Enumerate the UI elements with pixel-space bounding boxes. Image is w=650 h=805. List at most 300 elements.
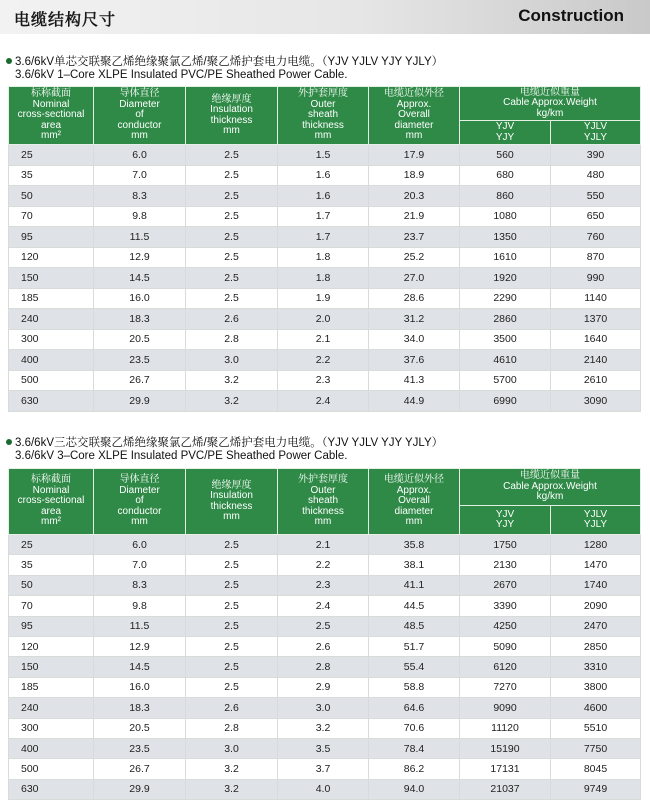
col-header-insulation-en: thickness [210, 500, 253, 512]
cell-conductor-diameter: 8.3 [94, 575, 186, 595]
cell-weight-cu: 2860 [460, 309, 551, 330]
col-header-conductor-en: mm [131, 130, 148, 142]
cell-weight-al: 3090 [551, 391, 641, 412]
cell-sheath-thickness: 1.6 [278, 165, 369, 186]
table-row [9, 616, 641, 636]
cell-weight-cu: 2670 [460, 575, 551, 595]
col-header-insulation-cn: 绝缘厚度 [211, 479, 252, 491]
col-header-sheath [278, 87, 369, 145]
cell-insulation-thickness: 3.2 [186, 779, 278, 799]
cell-weight-al: 1280 [551, 535, 641, 555]
cell-area: 300 [9, 329, 94, 350]
cell-weight-al: 2470 [551, 616, 641, 636]
cell-overall-diameter: 48.5 [369, 616, 460, 636]
cell-weight-cu: 6990 [460, 391, 551, 412]
cell-weight-al: 4600 [551, 698, 641, 718]
col-header-conductor-en: conductor [117, 119, 162, 131]
cell-area: 500 [9, 370, 94, 391]
cell-conductor-diameter: 26.7 [94, 370, 186, 391]
cell-conductor-diameter: 18.3 [94, 309, 186, 330]
cell-area: 500 [9, 759, 94, 779]
cell-area: 150 [9, 657, 94, 677]
table-row [9, 247, 641, 268]
col-header-insulation [186, 469, 278, 535]
cell-insulation-thickness: 2.5 [186, 268, 278, 289]
cell-area: 70 [9, 596, 94, 616]
cell-weight-al: 5510 [551, 718, 641, 738]
table-row [9, 535, 641, 555]
col-header-weight-sub-label: YJLV [583, 508, 608, 520]
cell-weight-cu: 4610 [460, 350, 551, 371]
cell-insulation-thickness: 2.5 [186, 636, 278, 656]
cell-weight-al: 9749 [551, 779, 641, 799]
col-header-area-en: cross-sectional [17, 109, 85, 121]
table-row [9, 288, 641, 309]
col-header-weight [460, 87, 641, 121]
cell-insulation-thickness: 2.8 [186, 329, 278, 350]
cell-weight-cu: 5700 [460, 370, 551, 391]
col-header-weight-en: Cable Approx.Weight [503, 97, 597, 109]
cell-conductor-diameter: 23.5 [94, 350, 186, 371]
col-header-area-cn: 标称截面 [31, 474, 71, 486]
col-header-weight-sub-2 [551, 506, 641, 535]
cell-insulation-thickness: 2.5 [186, 227, 278, 248]
cell-weight-cu: 3500 [460, 329, 551, 350]
col-header-insulation-en: mm [223, 511, 240, 522]
cell-area: 95 [9, 616, 94, 636]
cell-weight-al: 2610 [551, 370, 641, 391]
cell-weight-al: 7750 [551, 738, 641, 758]
cell-conductor-diameter: 7.0 [94, 165, 186, 186]
cell-insulation-thickness: 3.0 [186, 350, 278, 371]
cell-area: 35 [9, 165, 94, 186]
cell-weight-al: 3310 [551, 657, 641, 677]
table-row [9, 186, 641, 207]
cell-insulation-thickness: 3.2 [186, 370, 278, 391]
table-row [9, 555, 641, 575]
cell-weight-cu: 1750 [460, 535, 551, 555]
cell-weight-al: 390 [551, 145, 641, 166]
col-header-conductor-en: mm [131, 516, 148, 528]
col-header-insulation-en: mm [223, 125, 240, 136]
cell-insulation-thickness: 2.6 [186, 698, 278, 718]
table-row [9, 309, 641, 330]
cell-area: 50 [9, 186, 94, 207]
cell-insulation-thickness: 2.5 [186, 288, 278, 309]
cell-insulation-thickness: 2.5 [186, 206, 278, 227]
col-header-overall-en: diameter [394, 505, 434, 517]
col-header-area-en: mm² [41, 516, 61, 528]
col-header-overall-cn: 电缆近似外径 [384, 88, 444, 100]
col-header-overall-cn: 电缆近似外径 [384, 474, 444, 486]
cell-area: 185 [9, 288, 94, 309]
cell-weight-al: 1140 [551, 288, 641, 309]
cell-conductor-diameter: 18.3 [94, 698, 186, 718]
cell-weight-al: 3800 [551, 677, 641, 697]
cell-insulation-thickness: 2.5 [186, 616, 278, 636]
cell-overall-diameter: 70.6 [369, 718, 460, 738]
cell-weight-cu: 1080 [460, 206, 551, 227]
col-header-weight-sub-2 [551, 121, 641, 145]
col-header-weight-en: Cable Approx.Weight [503, 480, 597, 492]
table-row [9, 227, 641, 248]
cell-area: 95 [9, 227, 94, 248]
cell-weight-cu: 7270 [460, 677, 551, 697]
cell-conductor-diameter: 11.5 [94, 616, 186, 636]
cell-sheath-thickness: 2.2 [278, 555, 369, 575]
col-header-overall-en: Overall [398, 109, 430, 121]
col-header-area-cn: 标称截面 [31, 88, 71, 100]
cell-insulation-thickness: 2.5 [186, 165, 278, 186]
col-header-area [9, 87, 94, 145]
col-header-overall-en: mm [405, 516, 423, 528]
cell-insulation-thickness: 2.5 [186, 677, 278, 697]
col-header-sheath-en: mm [314, 130, 332, 142]
col-header-weight-sub-1 [460, 506, 551, 535]
cell-conductor-diameter: 6.0 [94, 535, 186, 555]
table-row [9, 206, 641, 227]
cell-overall-diameter: 64.6 [369, 698, 460, 718]
cell-sheath-thickness: 2.4 [278, 391, 369, 412]
col-header-conductor [94, 87, 186, 145]
section-2-title-en: 3.6/6kV 3–Core XLPE Insulated PVC/PE Sheathed Power Cable. [15, 450, 348, 462]
col-header-weight-sub-label: YJV [495, 121, 515, 132]
cell-area: 400 [9, 350, 94, 371]
section-2-title-cn: 3.6/6kV三芯交联聚乙烯绝缘聚氯乙烯/聚乙烯护套电力电缆。（YJV YJLV YJY YJLY） [15, 437, 444, 449]
cell-insulation-thickness: 3.2 [186, 391, 278, 412]
col-header-conductor-cn: 导体直径 [119, 474, 160, 486]
cell-weight-cu: 5090 [460, 636, 551, 656]
col-header-overall-en: Approx. [396, 484, 432, 496]
cell-conductor-diameter: 14.5 [94, 268, 186, 289]
section-1-title [6, 56, 443, 82]
col-header-conductor-en: Diameter [119, 484, 160, 496]
col-header-weight-sub-label: YJLY [583, 131, 608, 143]
cell-area: 630 [9, 391, 94, 412]
col-header-weight-sub-label: YJV [495, 508, 515, 520]
table-row [9, 596, 641, 616]
cell-sheath-thickness: 1.6 [278, 186, 369, 207]
cell-overall-diameter: 44.5 [369, 596, 460, 616]
cell-weight-al: 2090 [551, 596, 641, 616]
cell-insulation-thickness: 2.5 [186, 596, 278, 616]
cell-conductor-diameter: 23.5 [94, 738, 186, 758]
col-header-sheath [278, 469, 369, 535]
col-header-area-en: Nominal [32, 98, 70, 110]
cell-sheath-thickness: 2.3 [278, 370, 369, 391]
cell-insulation-thickness: 2.5 [186, 535, 278, 555]
col-header-sheath-en: sheath [307, 109, 339, 121]
table-row [9, 145, 641, 166]
cell-weight-al: 550 [551, 186, 641, 207]
cell-overall-diameter: 17.9 [369, 145, 460, 166]
cell-overall-diameter: 38.1 [369, 555, 460, 575]
cell-sheath-thickness: 2.6 [278, 636, 369, 656]
cell-area: 50 [9, 575, 94, 595]
cell-sheath-thickness: 2.3 [278, 575, 369, 595]
page-title-cn: 电缆结构尺寸 [14, 12, 117, 29]
cell-weight-cu: 6120 [460, 657, 551, 677]
col-header-overall [369, 87, 460, 145]
cell-sheath-thickness: 4.0 [278, 779, 369, 799]
cell-area: 300 [9, 718, 94, 738]
cell-weight-cu: 4250 [460, 616, 551, 636]
cell-area: 150 [9, 268, 94, 289]
header-row [9, 469, 641, 506]
col-header-weight-sub-label: YJY [495, 131, 515, 143]
table-row [9, 738, 641, 758]
col-header-sheath-en: thickness [302, 119, 344, 131]
table-row [9, 391, 641, 412]
cell-weight-al: 8045 [551, 759, 641, 779]
cell-conductor-diameter: 14.5 [94, 657, 186, 677]
col-header-conductor-cn: 导体直径 [119, 88, 160, 100]
cell-weight-cu: 1610 [460, 247, 551, 268]
cell-conductor-diameter: 29.9 [94, 779, 186, 799]
cell-overall-diameter: 20.3 [369, 186, 460, 207]
cell-area: 240 [9, 698, 94, 718]
cell-area: 120 [9, 636, 94, 656]
cell-overall-diameter: 94.0 [369, 779, 460, 799]
col-header-insulation-en: thickness [210, 114, 253, 126]
cell-weight-cu: 11120 [460, 718, 551, 738]
col-header-sheath-en: Outer [310, 484, 336, 496]
col-header-weight [460, 469, 641, 506]
col-header-insulation-en: Insulation [210, 104, 253, 115]
cell-conductor-diameter: 12.9 [94, 247, 186, 268]
cell-sheath-thickness: 2.2 [278, 350, 369, 371]
cell-conductor-diameter: 20.5 [94, 329, 186, 350]
col-header-weight-cn: 电缆近似重量 [520, 86, 580, 98]
cell-insulation-thickness: 3.0 [186, 738, 278, 758]
table-row [9, 329, 641, 350]
cell-sheath-thickness: 1.5 [278, 145, 369, 166]
col-header-conductor-en: of [135, 109, 144, 121]
col-header-overall-en: mm [405, 130, 423, 142]
cell-overall-diameter: 21.9 [369, 206, 460, 227]
cell-weight-al: 1740 [551, 575, 641, 595]
cell-area: 630 [9, 779, 94, 799]
cell-area: 240 [9, 309, 94, 330]
cell-insulation-thickness: 2.5 [186, 145, 278, 166]
col-header-area-en: mm² [41, 130, 61, 142]
col-header-weight-sub-label: YJLY [583, 519, 608, 530]
cell-insulation-thickness: 3.2 [186, 759, 278, 779]
cell-weight-cu: 860 [460, 186, 551, 207]
cell-weight-cu: 2290 [460, 288, 551, 309]
cell-overall-diameter: 18.9 [369, 165, 460, 186]
col-header-insulation-cn: 绝缘厚度 [211, 93, 252, 105]
cell-conductor-diameter: 9.8 [94, 596, 186, 616]
bullet-icon [6, 58, 12, 64]
cell-overall-diameter: 35.8 [369, 535, 460, 555]
header-banner [0, 0, 650, 34]
col-header-area-en: area [40, 119, 61, 131]
cell-weight-cu: 21037 [460, 779, 551, 799]
col-header-overall-en: diameter [394, 119, 434, 131]
col-header-area-en: area [40, 505, 61, 517]
cell-sheath-thickness: 2.4 [278, 596, 369, 616]
cell-weight-cu: 3390 [460, 596, 551, 616]
table-row [9, 370, 641, 391]
cell-conductor-diameter: 7.0 [94, 555, 186, 575]
spec-table-3core [8, 468, 641, 800]
col-header-weight-sub-label: YJLV [583, 121, 608, 132]
cell-conductor-diameter: 20.5 [94, 718, 186, 738]
cell-area: 25 [9, 145, 94, 166]
table-row [9, 657, 641, 677]
col-header-conductor-en: conductor [117, 505, 162, 517]
cell-sheath-thickness: 1.7 [278, 227, 369, 248]
cell-sheath-thickness: 2.1 [278, 329, 369, 350]
cell-conductor-diameter: 6.0 [94, 145, 186, 166]
cell-weight-cu: 1920 [460, 268, 551, 289]
col-header-weight-cn: 电缆近似重量 [520, 470, 580, 482]
cell-sheath-thickness: 2.8 [278, 657, 369, 677]
section-1-title-cn: 3.6/6kV单芯交联聚乙烯绝缘聚氯乙烯/聚乙烯护套电力电缆。（YJV YJLV YJY YJLY） [15, 56, 444, 68]
cell-insulation-thickness: 2.5 [186, 657, 278, 677]
cell-overall-diameter: 51.7 [369, 636, 460, 656]
col-header-insulation-en: Insulation [210, 490, 253, 501]
cell-weight-cu: 680 [460, 165, 551, 186]
cell-sheath-thickness: 3.0 [278, 698, 369, 718]
header-row [9, 87, 641, 121]
cell-weight-al: 990 [551, 268, 641, 289]
cell-overall-diameter: 37.6 [369, 350, 460, 371]
cell-overall-diameter: 27.0 [369, 268, 460, 289]
bullet-icon [6, 439, 12, 445]
col-header-area [9, 469, 94, 535]
col-header-conductor [94, 469, 186, 535]
cell-weight-cu: 560 [460, 145, 551, 166]
col-header-sheath-en: sheath [307, 495, 339, 507]
col-header-sheath-cn: 外护套厚度 [298, 474, 348, 486]
col-header-area-en: cross-sectional [17, 495, 85, 507]
cell-insulation-thickness: 2.5 [186, 575, 278, 595]
cell-conductor-diameter: 11.5 [94, 227, 186, 248]
cell-overall-diameter: 78.4 [369, 738, 460, 758]
spec-table-1core [8, 86, 641, 412]
cell-conductor-diameter: 16.0 [94, 677, 186, 697]
cell-insulation-thickness: 2.6 [186, 309, 278, 330]
cell-overall-diameter: 31.2 [369, 309, 460, 330]
cell-conductor-diameter: 8.3 [94, 186, 186, 207]
cell-weight-al: 480 [551, 165, 641, 186]
cell-overall-diameter: 41.1 [369, 575, 460, 595]
cell-weight-cu: 9090 [460, 698, 551, 718]
cell-sheath-thickness: 3.7 [278, 759, 369, 779]
cell-weight-al: 1370 [551, 309, 641, 330]
col-header-sheath-en: Outer [310, 98, 336, 110]
col-header-overall [369, 469, 460, 535]
cell-sheath-thickness: 2.1 [278, 535, 369, 555]
col-header-insulation [186, 87, 278, 145]
cell-weight-cu: 15190 [460, 738, 551, 758]
cell-weight-cu: 2130 [460, 555, 551, 575]
cell-conductor-diameter: 26.7 [94, 759, 186, 779]
cell-sheath-thickness: 2.5 [278, 616, 369, 636]
cell-weight-al: 1640 [551, 329, 641, 350]
cell-overall-diameter: 25.2 [369, 247, 460, 268]
cell-weight-cu: 1350 [460, 227, 551, 248]
cell-sheath-thickness: 3.2 [278, 718, 369, 738]
cell-insulation-thickness: 2.5 [186, 247, 278, 268]
table-row [9, 165, 641, 186]
table-row [9, 350, 641, 371]
cell-sheath-thickness: 2.9 [278, 677, 369, 697]
table-row [9, 779, 641, 799]
cell-conductor-diameter: 12.9 [94, 636, 186, 656]
cell-conductor-diameter: 16.0 [94, 288, 186, 309]
cell-weight-al: 2850 [551, 636, 641, 656]
col-header-sheath-cn: 外护套厚度 [298, 88, 348, 100]
cell-weight-cu: 17131 [460, 759, 551, 779]
table-row [9, 698, 641, 718]
cell-sheath-thickness: 1.9 [278, 288, 369, 309]
col-header-weight-sub-1 [460, 121, 551, 145]
col-header-overall-en: Approx. [396, 98, 432, 110]
col-header-weight-sub-label: YJY [495, 519, 515, 530]
table-row [9, 636, 641, 656]
cell-insulation-thickness: 2.5 [186, 555, 278, 575]
col-header-area-en: Nominal [32, 484, 70, 496]
col-header-overall-en: Overall [398, 495, 430, 507]
col-header-weight-en: kg/km [536, 491, 564, 503]
cell-sheath-thickness: 2.0 [278, 309, 369, 330]
section-2-title [6, 437, 443, 463]
section-1-title-en: 3.6/6kV 1–Core XLPE Insulated PVC/PE Sheathed Power Cable. [15, 69, 348, 81]
cell-insulation-thickness: 2.8 [186, 718, 278, 738]
cell-overall-diameter: 58.8 [369, 677, 460, 697]
cell-overall-diameter: 44.9 [369, 391, 460, 412]
cell-area: 35 [9, 555, 94, 575]
cell-overall-diameter: 41.3 [369, 370, 460, 391]
cell-overall-diameter: 28.6 [369, 288, 460, 309]
cell-area: 120 [9, 247, 94, 268]
cell-sheath-thickness: 1.8 [278, 247, 369, 268]
col-header-sheath-en: thickness [302, 505, 344, 517]
cell-overall-diameter: 86.2 [369, 759, 460, 779]
table-row [9, 575, 641, 595]
cell-sheath-thickness: 3.5 [278, 738, 369, 758]
cell-overall-diameter: 23.7 [369, 227, 460, 248]
cell-weight-al: 870 [551, 247, 641, 268]
table-row [9, 677, 641, 697]
cell-area: 70 [9, 206, 94, 227]
cell-conductor-diameter: 9.8 [94, 206, 186, 227]
col-header-conductor-en: of [135, 495, 144, 507]
cell-area: 400 [9, 738, 94, 758]
cell-area: 25 [9, 535, 94, 555]
cell-weight-al: 1470 [551, 555, 641, 575]
table-row [9, 759, 641, 779]
page-title-en: Construction [518, 6, 624, 25]
cell-insulation-thickness: 2.5 [186, 186, 278, 207]
table-row [9, 268, 641, 289]
cell-overall-diameter: 34.0 [369, 329, 460, 350]
table-row [9, 718, 641, 738]
col-header-conductor-en: Diameter [119, 98, 160, 110]
cell-weight-al: 650 [551, 206, 641, 227]
cell-sheath-thickness: 1.8 [278, 268, 369, 289]
col-header-sheath-en: mm [314, 516, 332, 528]
cell-conductor-diameter: 29.9 [94, 391, 186, 412]
col-header-weight-en: kg/km [536, 107, 564, 119]
cell-weight-al: 760 [551, 227, 641, 248]
cell-overall-diameter: 55.4 [369, 657, 460, 677]
cell-weight-al: 2140 [551, 350, 641, 371]
cell-area: 185 [9, 677, 94, 697]
